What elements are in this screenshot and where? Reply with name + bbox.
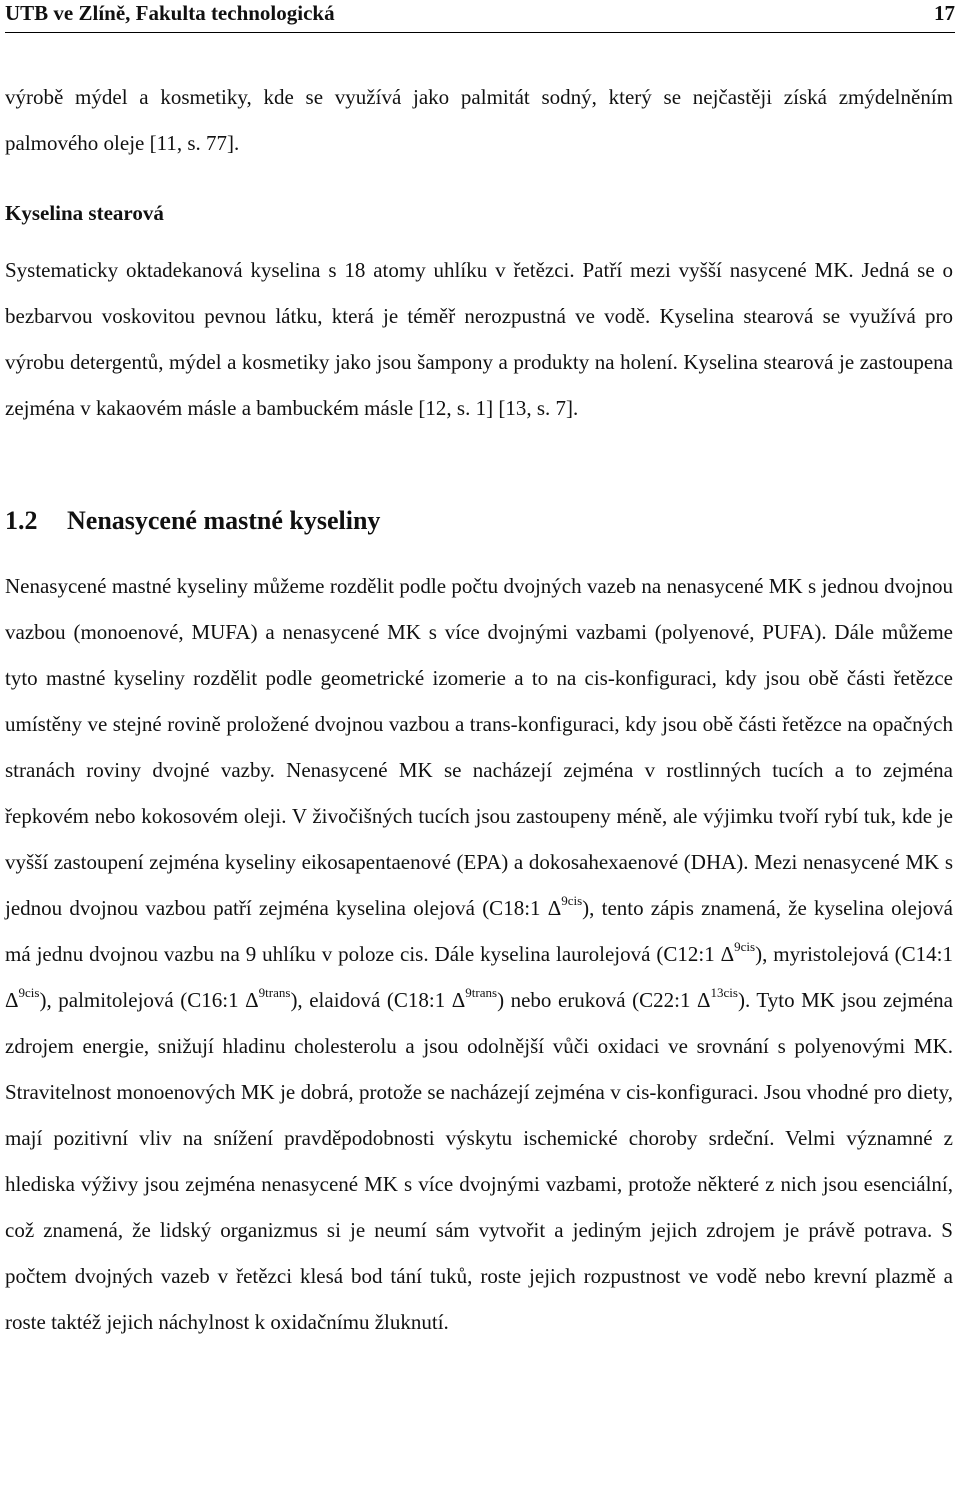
text-segment: ). Tyto MK jsou zejména zdrojem energie, snižují hladinu cholesterolu a jsou odolnější vůči oxidaci ve srovnání s polyenovými MK. Stravitelnost monoenových MK je dobrá, protože se nacházejí zejména v cis-konfiguraci. Jsou vhodné pro diety, mají pozitivní vliv na snížení pravděpodobnosti výskytu ischemické choroby srdeční. Velmi významné z hlediska výživy jsou zejména nenasycené MK s více dvojnými vazbami, protože některé z nich jsou esenciální, což znamená, že lidský organizmus si je neumí sám vytvořit a jediným jejich zdrojem je právě potrava. S počtem dvojných vazeb v řetězci klesá bod tání tuků, roste jejich rozpustnost ve vodě nebo krevní plazmě a roste taktéž jejich náchylnost k oxidačnímu žluknutí.	[5, 988, 953, 1334]
superscript-9trans: 9trans	[465, 985, 498, 1000]
superscript-13cis: 13cis	[710, 985, 738, 1000]
page-number: 17	[934, 1, 955, 25]
section-title: Nenasycené mastné kyseliny	[67, 506, 381, 535]
text-segment: ), tento zápis znamená, že kyselina olejová má jednu dvojnou vazbu na 9 uhlíku v poloze cis. Dále kyselina laurolejová (C12:1 Δ	[5, 896, 953, 966]
superscript-9cis: 9cis	[734, 939, 756, 954]
text-segment: ), myristolejová (C14:1 Δ	[5, 942, 953, 1012]
superscript-9cis: 9cis	[18, 985, 40, 1000]
text-segment: Nenasycené mastné kyseliny můžeme rozdělit podle počtu dvojných vazeb na nenasycené MK s jednou dvojnou vazbou (monoenové, MUFA) a nenasycené MK s více dvojnými vazbami (polyenové, PUFA). Dále můžeme tyto mastné kyseliny rozdělit podle geometrické izomerie a to na cis-konfiguraci, kdy jsou obě části řetězce umístěny ve stejné rovině proložené dvojnou vazbou a trans-konfiguraci, kdy jsou obě části řetězce na opačných stranách roviny dvojné vazby. Nenasycené MK se nacházejí zejména v rostlinných tucích a to zejména řepkovém nebo kokosovém oleji. V živočišných tucích jsou zastoupeny méně, ale výjimku tvoří rybí tuk, kde je vyšší zastoupení zejména kyseliny eikosapentaenové (EPA) a dokosahexaenové (DHA). Mezi nenasycené MK s jednou dvojnou vazbou patří zejména kyselina olejová (C18:1 Δ	[5, 574, 953, 920]
stearic-acid-paragraph: Systematicky oktadekanová kyselina s 18 atomy uhlíku v řetězci. Patří mezi vyšší nasycené MK. Jedná se o bezbarvou voskovitou pevnou látku, která je téměř nerozpustná ve vodě. Kyselina stearová se využívá pro výrobu detergentů, mýdel a kosmetiky jako jsou šampony a produkty na holení. Kyselina stearová je zastoupena zejména v kakaovém másle a bambuckém másle [12, s. 1] [13, s. 7].	[5, 258, 953, 420]
stearic-acid-heading: Kyselina stearová	[5, 201, 164, 225]
header-institution: UTB ve Zlíně, Fakulta technologická	[5, 1, 335, 25]
superscript-9cis: 9cis	[561, 893, 583, 908]
section-number: 1.2	[5, 506, 38, 535]
text-segment: ), palmitolejová (C16:1 Δ	[39, 988, 259, 1012]
intro-paragraph: výrobě mýdel a kosmetiky, kde se využívá jako palmitát sodný, který se nejčastěji získá zmýdelněním palmového oleje [11, s. 77].	[5, 85, 953, 155]
text-segment: ), elaidová (C18:1 Δ	[290, 988, 466, 1012]
unsaturated-fatty-acids-paragraph	[5, 563, 953, 1345]
superscript-9trans: 9trans	[258, 985, 291, 1000]
section-heading	[5, 498, 380, 544]
page-header	[5, 0, 955, 33]
text-segment: ) nebo eruková (C22:1 Δ	[497, 988, 711, 1012]
